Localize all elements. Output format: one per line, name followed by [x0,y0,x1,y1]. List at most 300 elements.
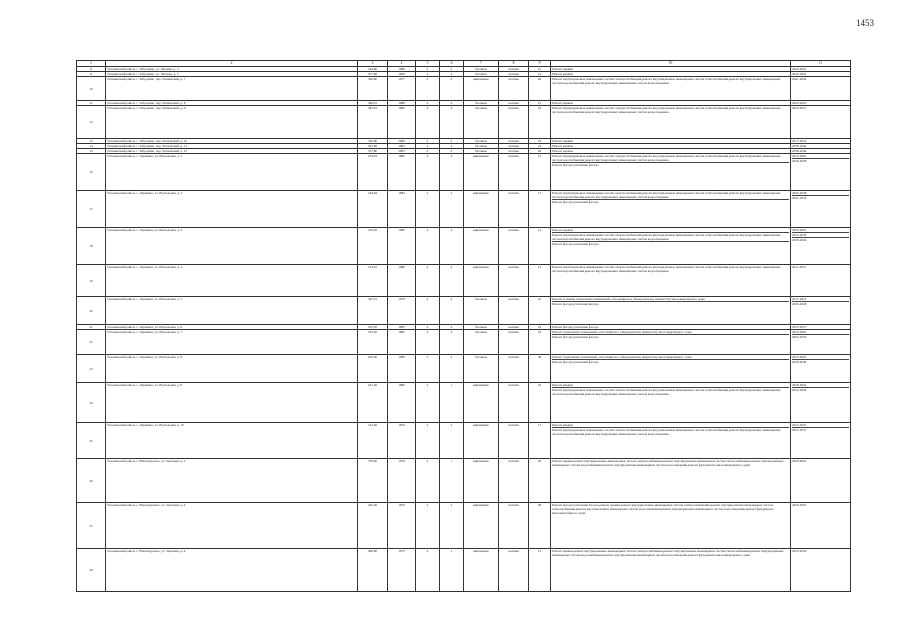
entrances-cell: 2 [440,149,464,154]
work-item: Ремонт фасада,утепление фасада [552,200,599,204]
area-cell: 357,80 [358,72,388,77]
period-item: 2035-2037 [792,325,807,329]
period-item: 2041-2043 [792,77,807,81]
apartments-cell: 16 [529,297,551,325]
apartments-cell: 36 [529,355,551,383]
floors-cell: 2 [416,503,440,549]
table-row [77,297,851,325]
works-cell [551,265,791,297]
work-item: Ремонт фасада,утепление фасада [552,302,599,306]
table-row [77,383,851,423]
period-item: 2032-2034 [792,335,807,339]
roof-cell: скатная [499,154,529,191]
roof-cell: скатная [499,503,529,549]
row-number: 10 [77,77,106,101]
floors-cell: 2 [416,383,440,423]
work-item: Ремонт фасада,утепление фасада [552,335,599,339]
period-item: 2035-2037 [792,428,807,432]
address-cell: Тальменский район, с. Ларичиха, ул. Вокзальная, д. 3 [106,228,358,265]
work-item: Ремонт крыши [552,139,573,143]
row-number: 25 [77,423,106,459]
roof-cell: скатная [499,265,529,297]
roof-cell: скатная [499,459,529,503]
apartments-cell: 17 [529,423,551,459]
year-cell: 1990 [388,106,416,139]
apartments-cell: 21 [529,72,551,77]
column-number-7: 7 [464,61,499,67]
work-item: Ремонт подвальных помещений, относящихся к общедомовому имуществу многоквартирного дома [552,330,789,335]
work-item: Ремонт внутридомовых инженерных систем электроснабжения,ремонт внутридомовых инженерных систем теплоснабжения,ремонт внутридомовых инженерных систем водоснабжения,ремонт внутридомовых инженерных систем водоотведения [552,265,781,273]
work-item: Ремонт крыши [552,101,573,105]
table-row [77,503,851,549]
address-cell: Тальменский район, с. Забродино, ул. Чапаева, д. 5 [106,72,358,77]
table-row [77,459,851,503]
area-cell: 346,91 [358,101,388,106]
period-cell [791,106,851,139]
year-cell: 1988 [388,67,416,72]
address-cell: Тальменский район, с. Забродино, ул. Чапаева, д. 2 [106,67,358,72]
roof-cell: скатная [499,139,529,144]
column-number-2: 2 [106,61,358,67]
apartments-cell: 20 [529,459,551,503]
entrances-cell: 1 [440,549,464,592]
period-item: 2032-2034 [792,233,849,238]
year-cell: 2003 [388,149,416,154]
roof-cell: скатная [499,191,529,228]
row-number: 16 [77,154,106,191]
year-cell: 1959 [388,423,416,459]
period-item: 2032-2034 [792,388,807,392]
row-number: 15 [77,149,106,154]
area-cell: 214,05 [358,265,388,297]
area-cell: 402,50 [358,503,388,549]
work-item: Ремонт внутридомовых инженерных систем электроснабжения,ремонт внутридомовых инженерных систем теплоснабжения,ремонт внутридомовых инженерных систем водоснабжения,ремонт внутридомовых инженерных систем водоотведения [552,154,789,163]
works-cell [551,355,791,383]
year-cell: 2002 [388,144,416,149]
period-cell [791,191,851,228]
period-cell [791,330,851,355]
table-row [77,77,851,101]
floors-cell: 2 [416,265,440,297]
address-cell: Тальменский район, с. Ларичиха, ул. Вокзальная, д. 9 [106,383,358,423]
floors-cell: 2 [416,459,440,503]
column-number-6: 6 [440,61,464,67]
column-number-4: 4 [388,61,416,67]
address-cell: Тальменский район, с. Забродино, пер. Чапаевский, д. 15 [106,149,358,154]
row-number: 13 [77,139,106,144]
work-item: Ремонт внутридомовых инженерных систем электроснабжения,ремонт внутридомовых инженерных систем теплоснабжения,ремонт внутридомовых инженерных систем водоснабжения,ремонт внутридомовых инженерных систем водоотведения [552,106,781,114]
period-cell [791,297,851,325]
floors-cell: 2 [416,101,440,106]
period-item: 2017-2019 [792,139,807,143]
walls-cell: кирпичные [464,383,499,423]
address-cell: Тальменский район, с. Ларичиха, ул. Вокзальная, д. 8 [106,355,358,383]
address-cell: Тальменский район, с. Ларичиха, ул. Вокзальная, д. 10 [106,423,358,459]
table-row [77,355,851,383]
entrances-cell: 2 [440,144,464,149]
address-cell: Тальменский район, с. Ларичиха, ул. Вокзальная, д. 5 [106,297,358,325]
period-item: 2020-2022 [792,383,849,388]
apartments-cell: 21 [529,67,551,72]
work-item: Ремонт крыши [552,72,573,76]
row-number: 23 [77,355,106,383]
entrances-cell: 1 [440,459,464,503]
period-item: 2020-2022 [792,101,807,105]
entrances-cell: 2 [440,503,464,549]
period-cell [791,228,851,265]
period-item: 2038-2040 [792,238,807,242]
work-item: Ремонт внутридомовых инженерных систем электроснабжения,ремонт внутридомовых инженерных систем теплоснабжения,ремонт внутридомовых инженерных систем водоснабжения,ремонт внутридомовых инженерных систем водоотведения [552,77,781,85]
walls-cell: кирпичные [464,191,499,228]
address-cell: Тальменский район, с. Новоперуново, ул. Заречная, д. 2 [106,459,358,503]
works-cell [551,154,791,191]
floors-cell: 2 [416,154,440,191]
walls-cell: блочные [464,330,499,355]
address-cell: Тальменский район, с. Забродино, пер. Чапаевский, д. 11 [106,144,358,149]
works-cell [551,106,791,139]
entrances-cell: 2 [440,325,464,330]
floors-cell: 2 [416,72,440,77]
period-cell [791,265,851,297]
works-cell [551,228,791,265]
area-cell: 353,50 [358,325,388,330]
period-cell [791,549,851,592]
apartments-cell: 23 [529,144,551,149]
roof-cell: скатная [499,77,529,101]
year-cell: 1985 [388,330,416,355]
period-item: 2026-2028 [792,302,807,306]
work-item: Ремонт крыши [552,228,789,233]
area-cell: 221,30 [358,383,388,423]
works-cell [551,297,791,325]
walls-cell: кирпичные [464,265,499,297]
roof-cell: скатная [499,106,529,139]
row-number: 27 [77,503,106,549]
year-cell: 2000 [388,139,416,144]
apartments-cell: 20 [529,149,551,154]
entrances-cell: 1 [440,383,464,423]
roof-cell: скатная [499,549,529,592]
period-item: 2029-2031 [792,106,807,110]
year-cell: 1980 [388,154,416,191]
walls-cell: кирпичные [464,459,499,503]
row-number: 19 [77,265,106,297]
floors-cell: 2 [416,77,440,101]
address-cell: Тальменский район, с. Забродино, пер. Чапаевский, д. 9 [106,106,358,139]
table-row [77,423,851,459]
walls-cell: кирпичные [464,77,499,101]
walls-cell: блочные [464,72,499,77]
work-item: Ремонт внутридомовых инженерных систем электроснабжения,ремонт внутридомовых инженерных систем теплоснабжения,ремонт внутридомовых инженерных систем водоснабжения,ремонт внутридомовых инженерных систем водоотведения [552,233,789,242]
walls-cell: блочные [464,149,499,154]
area-cell: 210,50 [358,228,388,265]
period-item: 2020-2022 [792,503,807,507]
column-number-11: 11 [791,61,851,67]
apartments-cell: 22 [529,106,551,139]
apartments-cell: 23 [529,325,551,330]
period-item: 2020-2022 [792,459,807,463]
row-number: 12 [77,106,106,139]
period-cell [791,459,851,503]
entrances-cell: 2 [440,228,464,265]
row-number: 21 [77,325,106,330]
row-number: 22 [77,330,106,355]
address-cell: Тальменский район, с. Ларичиха, ул. Вокзальная, д. 1 [106,154,358,191]
works-cell [551,503,791,549]
work-item: Ремонт фасада,утепление фасада [552,163,599,167]
column-number-8: 8 [499,61,529,67]
row-number: 26 [77,459,106,503]
row-number: 8 [77,67,106,72]
row-number: 14 [77,144,106,149]
page-number: 1453 [856,18,874,28]
floors-cell: 2 [416,149,440,154]
area-cell: 400,60 [358,549,388,592]
address-cell: Тальменский район, с. Забродино, пер. Чапаевский, д. 8 [106,101,358,106]
work-item: Ремонт фасада,утепление фасада [552,325,599,329]
year-cell: 1989 [388,228,416,265]
floors-cell: 2 [416,106,440,139]
address-cell: Тальменский район, с. Новоперуново, ул. Заречная, д. 4 [106,503,358,549]
floors-cell: 2 [416,549,440,592]
entrances-cell: 2 [440,101,464,106]
table-row [77,228,851,265]
year-cell: 1977 [388,77,416,101]
table-row [77,330,851,355]
floors-cell: 2 [416,297,440,325]
roof-cell: скатная [499,383,529,423]
row-number: 20 [77,297,106,325]
roof-cell: скатная [499,228,529,265]
floors-cell: 2 [416,144,440,149]
period-cell [791,154,851,191]
apartments-cell: 15 [529,549,551,592]
year-cell: 1990 [388,72,416,77]
period-cell [791,355,851,383]
walls-cell: блочные [464,101,499,106]
floors-cell: 2 [416,67,440,72]
work-item: Ремонт крыши,ремонт внутридомовых инженерных систем электроснабжения,ремонт внутридомовых инженерных систем теплоснабжения,ремонт внутридомовых инженерных систем водоснабжения,ремонт внутридомовых инженерных систем водоотведения,ремонт фундамента многоквартирного дома [552,549,784,557]
address-cell: Тальменский район, с. Ларичиха, ул. Вокзальная, д. 7 [106,330,358,355]
area-cell: 345,91 [358,106,388,139]
floors-cell: 2 [416,330,440,355]
area-cell: 326,90 [358,77,388,101]
roof-cell: скатная [499,101,529,106]
row-number: 11 [77,101,106,106]
address-cell: Тальменский район, с. Забродино, пер. Чапаевский, д. 10 [106,139,358,144]
table-row [77,265,851,297]
row-number: 24 [77,383,106,423]
table-row [77,191,851,228]
entrances-cell: 2 [440,297,464,325]
walls-cell: блочные [464,325,499,330]
address-cell: Тальменский район, с. Новоперуново, ул. Заречная, д. 6 [106,549,358,592]
year-cell: 1986 [388,265,416,297]
entrances-cell: 2 [440,139,464,144]
period-item: 2026-2028 [792,191,849,196]
works-cell [551,383,791,423]
column-number-10: 10 [551,61,791,67]
table-row [77,549,851,592]
row-number: 9 [77,72,106,77]
column-number-1: 1 [77,61,106,67]
walls-cell: блочные [464,144,499,149]
entrances-cell: 2 [440,330,464,355]
period-item: 2026-2028 [792,159,807,163]
apartments-cell: 17 [529,191,551,228]
roof-cell: скатная [499,330,529,355]
period-item: 2038-2040 [792,149,807,153]
walls-cell: кирпичные [464,423,499,459]
work-item: Ремонт крыши [552,67,573,71]
period-item: 2023-2025 [792,355,849,360]
work-item: Ремонт крыши [552,423,789,428]
work-item: Ремонт крыши [552,149,573,153]
work-item: Ремонт крыши [552,144,573,148]
period-item: 2038-2040 [792,144,807,148]
area-cell: 234,84 [358,191,388,228]
period-item: 2020-2022 [792,67,807,71]
entrances-cell: 2 [440,423,464,459]
period-item: 2017-2019 [792,297,849,302]
period-item: 2020-2022 [792,154,849,159]
table-row [77,154,851,191]
area-cell: 361,80 [358,144,388,149]
works-cell [551,77,791,101]
area-cell: 347,01 [358,297,388,325]
roof-cell: скатная [499,72,529,77]
floors-cell: 2 [416,191,440,228]
year-cell: 1979 [388,297,416,325]
year-cell: 1978 [388,459,416,503]
works-cell [551,423,791,459]
period-item: 2041-2043 [792,196,807,200]
year-cell: 1985 [388,325,416,330]
period-item: 2023-2025 [792,423,849,428]
year-cell: 1973 [388,549,416,592]
walls-cell: блочные [464,106,499,139]
works-cell [551,191,791,228]
roof-cell: скатная [499,149,529,154]
period-cell [791,77,851,101]
work-item: Ремонт фасада,утепление фасада [552,242,599,246]
apartments-cell: 12 [529,228,551,265]
address-cell: Тальменский район, с. Забродино, пер. Чапаевский, д. 7 [106,77,358,101]
works-cell [551,549,791,592]
walls-cell: кирпичные [464,503,499,549]
period-cell [791,383,851,423]
floors-cell: 2 [416,139,440,144]
entrances-cell: 2 [440,77,464,101]
address-cell: Тальменский район, с. Ларичиха, ул. Вокзальная, д. 2 [106,191,358,228]
works-cell [551,459,791,503]
work-item: Ремонт внутридомовых инженерных систем электроснабжения,ремонт внутридомовых инженерных систем теплоснабжения,ремонт внутридомовых инженерных систем водоснабжения,ремонт внутридомовых инженерных систем водоотведения [552,388,781,396]
area-cell: 610,00 [358,355,388,383]
entrances-cell: 2 [440,106,464,139]
period-item: 2038-2040 [792,360,807,364]
roof-cell: скатная [499,144,529,149]
address-cell: Тальменский район, с. Ларичиха, ул. Вокзальная, д. 6 [106,325,358,330]
work-item: Ремонт подвальных помещений, относящихся к общедомовому имуществу многоквартирного дома [552,355,789,360]
capital-repair-table [76,60,851,592]
column-number-5: 5 [416,61,440,67]
floors-cell: 3 [416,355,440,383]
walls-cell: блочные [464,355,499,383]
apartments-cell: 22 [529,330,551,355]
period-item: 2011-2013 [792,265,807,269]
work-item: Ремонт внутридомовых инженерных систем электроснабжения,ремонт внутридомовых инженерных систем теплоснабжения,ремонт внутридомовых инженерных систем водоснабжения,ремонт внутридомовых инженерных систем водоотведения [552,191,789,200]
walls-cell: кирпичные [464,228,499,265]
entrances-cell: 2 [440,191,464,228]
work-item: Ремонт внутридомовых инженерных систем электроснабжения,ремонт внутридомовых инженерных систем теплоснабжения,ремонт внутридомовых инженерных систем водоснабжения,ремонт внутридомовых инженерных систем водоотведения [552,428,781,436]
apartments-cell: 28 [529,503,551,549]
work-item: Ремонт крыши [552,383,789,388]
area-cell: 234,03 [358,154,388,191]
roof-cell: скатная [499,325,529,330]
row-number: 17 [77,191,106,228]
row-number: 28 [77,549,106,592]
period-item: 2032-2034 [792,549,807,553]
area-cell: 357,80 [358,149,388,154]
apartments-cell: 15 [529,265,551,297]
roof-cell: скатная [499,423,529,459]
period-cell [791,423,851,459]
area-cell: 353,20 [358,330,388,355]
work-item: Ремонт крыши,ремонт внутридомовых инженерных систем электроснабжения,ремонт внутридомовых инженерных систем теплоснабжения,ремонт внутридомовых инженерных систем водоснабжения,ремонт внутридомовых инженерных систем водоотведения,ремонт фундамента многоквартирного дома [552,459,784,467]
period-cell [791,503,851,549]
works-cell [551,330,791,355]
period-item: 2020-2022 [792,228,849,233]
roof-cell: скатная [499,297,529,325]
walls-cell: кирпичные [464,549,499,592]
column-number-3: 3 [358,61,388,67]
year-cell: 1976 [388,503,416,549]
entrances-cell: 2 [440,265,464,297]
apartments-cell: 12 [529,154,551,191]
roof-cell: скатная [499,355,529,383]
period-item: 2020-2022 [792,72,807,76]
area-cell: 378,60 [358,459,388,503]
year-cell: 1989 [388,355,416,383]
table-row [77,106,851,139]
year-cell: 1988 [388,101,416,106]
year-cell: 1960 [388,383,416,423]
apartments-cell: 20 [529,77,551,101]
entrances-cell: 2 [440,154,464,191]
floors-cell: 2 [416,228,440,265]
walls-cell: блочные [464,297,499,325]
area-cell: 344,60 [358,67,388,72]
work-item: Ремонт фасада,утепление фасада,ремонт крыши,ремонт внутридомовых инженерных систем электроснабжения,ремонт внутридомовых инженерных систем теплоснабжения,ремонт внутридомовых инженерных систем водоснабжения,ремонт внутридомовых инженерных систем водоотведения,ремонт фундамента многоквартирного дома [552,503,774,515]
work-item: Ремонт фасада,утепление фасада [552,360,599,364]
apartments-cell: 22 [529,383,551,423]
year-cell: 1983 [388,191,416,228]
entrances-cell: 2 [440,67,464,72]
entrances-cell: 2 [440,72,464,77]
apartments-cell: 23 [529,139,551,144]
area-cell: 356,80 [358,139,388,144]
column-number-9: 9 [529,61,551,67]
apartments-cell: 21 [529,101,551,106]
area-cell: 214,50 [358,423,388,459]
row-number: 18 [77,228,106,265]
entrances-cell: 2 [440,355,464,383]
period-item: 2020-2022 [792,330,849,335]
work-item: Ремонт и замена подвальных помещений, относящихся к общедомовому имуществу многоквартирного дома [552,297,789,302]
floors-cell: 2 [416,423,440,459]
walls-cell: кирпичные [464,154,499,191]
address-cell: Тальменский район, с. Ларичиха, ул. Вокзальная, д. 4 [106,265,358,297]
